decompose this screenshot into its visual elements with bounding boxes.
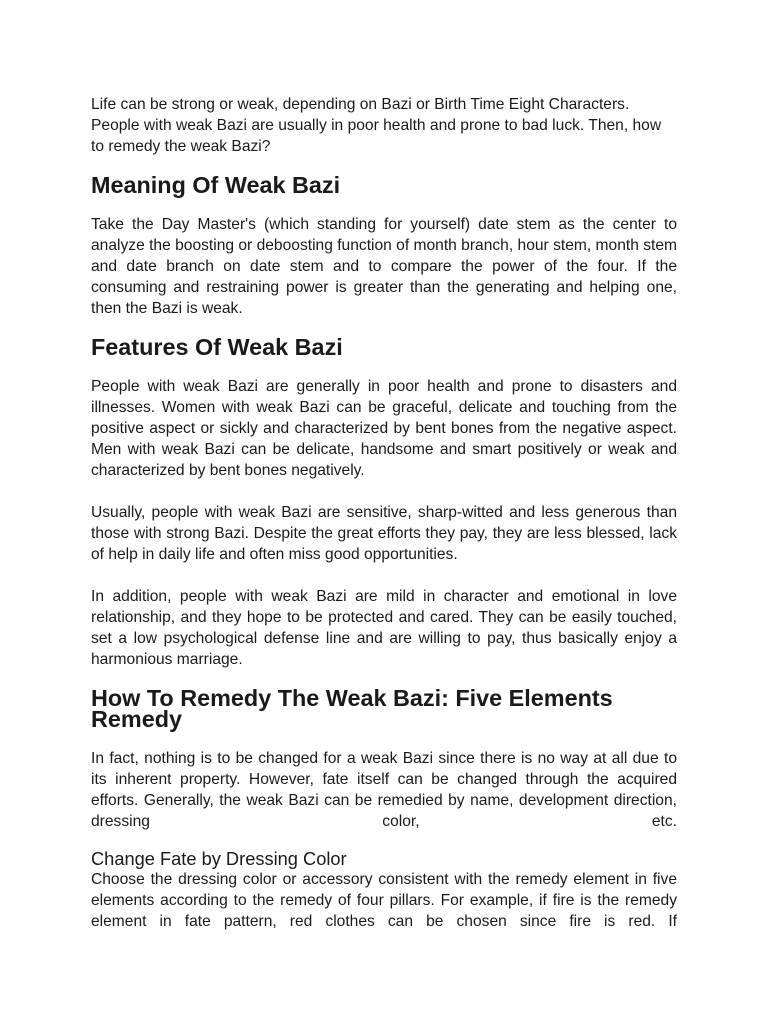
- intro-paragraph: Life can be strong or weak, depending on Bazi or Birth Time Eight Characters. People with weak Bazi are usually in poor health and prone to bad luck. Then, how to remedy the weak Bazi?: [91, 96, 662, 155]
- document-page: [91, 94, 677, 932]
- features-paragraph-1: People with weak Bazi are generally in poor health and prone to disasters and illnesses. Women with weak Bazi can be graceful, delicate and touching from the positive aspect or sickly and characterized by bent bones from the negative aspect. Men with weak Bazi can be delicate, handsome and smart positively or weak and characterized by bent bones negatively.: [91, 378, 677, 479]
- dressing-heading: Change Fate by Dressing Color: [91, 848, 347, 869]
- dressing-paragraph: Choose the dressing color or accessory consistent with the remedy element in five elements according to the remedy of four pillars. For example, if fire is the remedy element in fate pattern, red clothes can be chosen since fire is red. If: [91, 871, 677, 930]
- meaning-paragraph: Take the Day Master's (which standing for yourself) date stem as the center to analyze the boosting or deboosting function of month branch, hour stem, month stem and date branch on date stem and to compare the power of the four. If the consuming and restraining power is greater than the generating and helping one, then the Bazi is weak.: [91, 216, 677, 317]
- features-paragraph-2: Usually, people with weak Bazi are sensitive, sharp-witted and less generous than those with strong Bazi. Despite the great efforts they pay, they are less blessed, lack of help in daily life and often miss good opportunities.: [91, 504, 677, 563]
- features-paragraph-3: In addition, people with weak Bazi are mild in character and emotional in love relationship, and they hope to be protected and cared. They can be easily touched, set a low psychological defense line and are willing to pay, thus basically enjoy a harmonious marriage.: [91, 588, 677, 668]
- remedy-paragraph: In fact, nothing is to be changed for a weak Bazi since there is no way at all due to its inherent property. However, fate itself can be changed through the acquired efforts. Generally, the weak Bazi can be remedied by name, development direction, dressing color, etc.: [91, 750, 677, 830]
- features-heading: Features Of Weak Bazi: [91, 334, 343, 360]
- meaning-heading: Meaning Of Weak Bazi: [91, 172, 341, 198]
- remedy-heading: How To Remedy The Weak Bazi: Five Elements Remedy: [91, 685, 613, 732]
